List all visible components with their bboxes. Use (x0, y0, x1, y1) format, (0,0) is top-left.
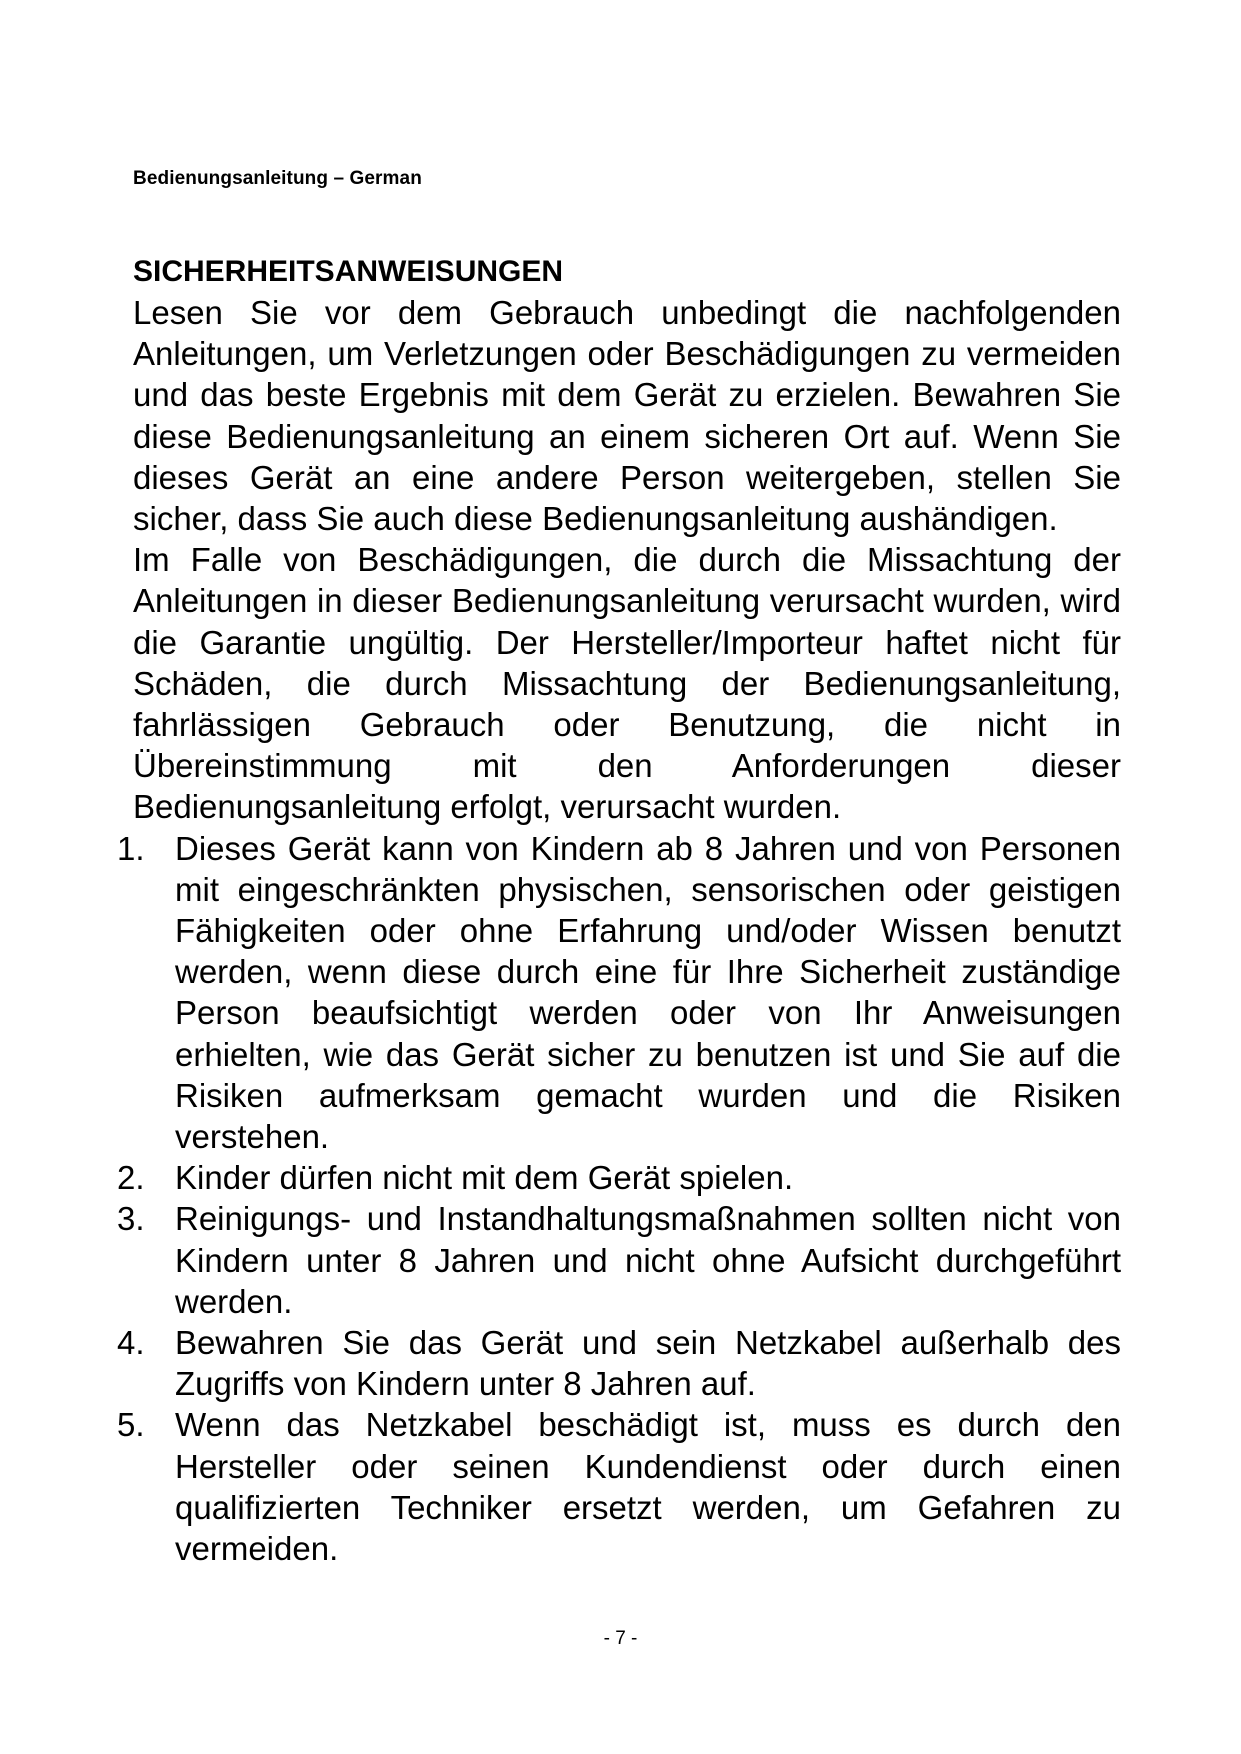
list-item-number: 4. (117, 1324, 145, 1362)
list-item-text: Dieses Gerät kann von Kindern ab 8 Jahren und von Personen mit eingeschränkten physischen, sensorischen oder geistigen Fähigkeiten oder ohne Erfahrung und/oder Wissen benutzt werden, wenn diese durch eine für Ihre Sicherheit zuständige Person beaufsichtigt werden oder von Ihr Anweisungen erhielten, wie das Gerät sicher zu benutzen ist und Sie auf die Risiken aufmerksam gemacht wurden und die Risiken verstehen. (175, 829, 1121, 1156)
safety-section (117, 252, 1121, 1569)
list-item (117, 1198, 1121, 1322)
section-title: SICHERHEITSANWEISUNGEN (133, 255, 564, 288)
list-item-text: Reinigungs- und Instandhaltungsmaßnahmen sollten nicht von Kindern unter 8 Jahren und nicht ohne Aufsicht durchgeführt werden. (175, 1200, 1121, 1320)
list-item (117, 1404, 1121, 1569)
intro-paragraph-1: Lesen Sie vor dem Gebrauch unbedingt die nachfolgenden Anleitungen, um Verletzungen oder Beschädigungen zu vermeiden und das beste Ergebnis mit dem Gerät zu erzielen. Bewahren Sie diese Bedienungsanleitung an einem sicheren Ort auf. Wenn Sie dieses Gerät an eine andere Person weitergeben, stellen Sie sicher, dass Sie auch diese Bedienungsanleitung aushändigen. (133, 294, 1121, 538)
list-item-text: Bewahren Sie das Gerät und sein Netzkabel außerhalb des Zugriffs von Kindern unter 8 Jahren auf. (175, 1324, 1121, 1403)
list-item (117, 1157, 1121, 1198)
list-item-text: Wenn das Netzkabel beschädigt ist, muss es durch den Hersteller oder seinen Kundendienst oder durch einen qualifizierten Techniker ersetzt werden, um Gefahren zu vermeiden. (175, 1406, 1121, 1568)
page-number: - 7 - (603, 1628, 638, 1649)
list-item-number: 1. (117, 829, 145, 867)
safety-list (117, 828, 1121, 1570)
list-item-number: 2. (117, 1159, 145, 1197)
list-item (117, 828, 1121, 1158)
list-item-number: 3. (117, 1200, 145, 1238)
document-header: Bedienungsanleitung – German (133, 168, 422, 189)
list-item-number: 5. (117, 1406, 145, 1444)
list-item (117, 1322, 1121, 1404)
intro-paragraph-2: Im Falle von Beschädigungen, die durch die Missachtung der Anleitungen in dieser Bedienungsanleitung verursacht wurden, wird die Garantie ungültig. Der Hersteller/Importeur haftet nicht für Schäden, die durch Missachtung der Bedienungsanleitung, fahrlässigen Gebrauch oder Benutzung, die nicht in Übereinstimmung mit den Anforderungen dieser Bedienungsanleitung erfolgt, verursacht wurden. (133, 541, 1121, 826)
list-item-text: Kinder dürfen nicht mit dem Gerät spielen. (175, 1159, 794, 1197)
